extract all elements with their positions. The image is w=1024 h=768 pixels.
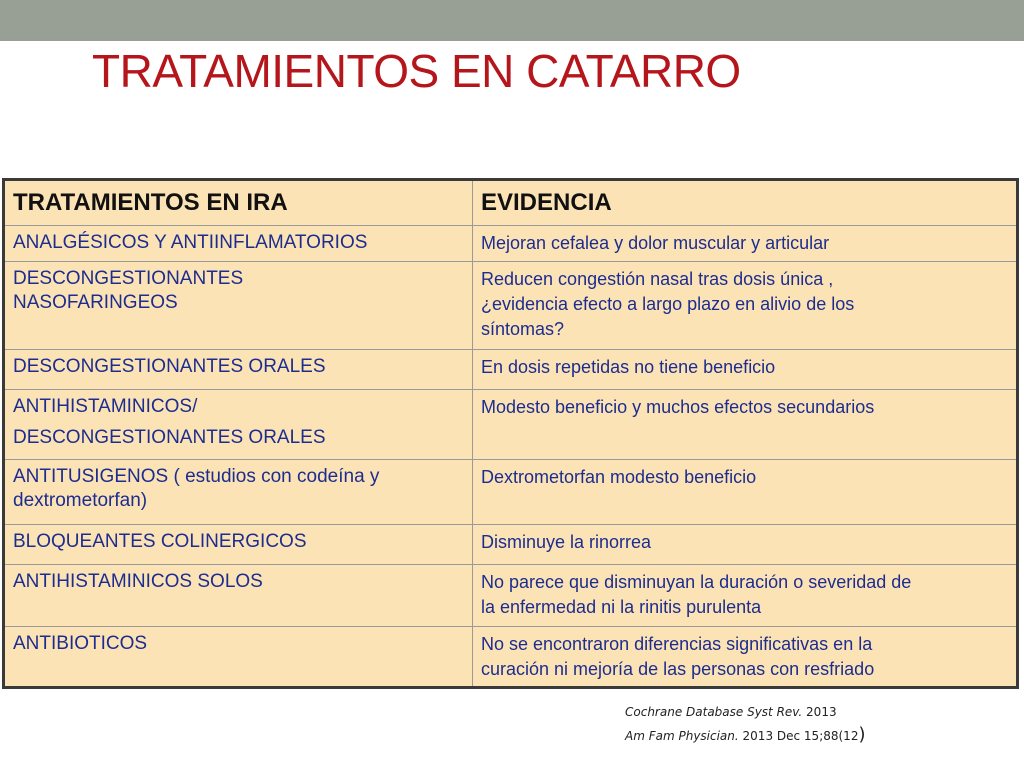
table-row: [4, 226, 1018, 262]
evidence-text: la enfermedad ni la rinitis purulenta: [481, 597, 762, 617]
citation-journal: Am Fam Physician.: [625, 729, 739, 743]
table-row: [4, 460, 1018, 525]
treatment-cell: [4, 525, 473, 565]
treatment-cell: [4, 460, 473, 525]
evidence-cell: [473, 627, 1018, 688]
evidence-text: curación ni mejoría de las personas con resfriado: [481, 659, 875, 679]
evidence-text: Modesto beneficio y muchos efectos secundarios: [481, 397, 875, 417]
citation-detail: 2013: [802, 705, 837, 719]
evidence-cell: [473, 565, 1018, 627]
treatment-text: DESCONGESTIONANTES ORALES: [13, 356, 326, 377]
evidence-text: En dosis repetidas no tiene beneficio: [481, 357, 776, 377]
citation-line: [625, 724, 866, 748]
evidence-cell: [473, 460, 1018, 525]
treatment-cell: [4, 262, 473, 350]
table-row: [4, 525, 1018, 565]
evidence-text: No se encontraron diferencias significativas en la: [481, 634, 873, 654]
table-row: [4, 627, 1018, 688]
table-row: [4, 350, 1018, 390]
treatment-text: ANTITUSIGENOS ( estudios con codeína y: [13, 466, 380, 487]
citation-suffix: ): [858, 724, 866, 745]
treatment-text: ANTIBIOTICOS: [13, 633, 148, 654]
treatment-text: ANALGÉSICOS Y ANTIINFLAMATORIOS: [13, 232, 368, 253]
treatment-text: BLOQUEANTES COLINERGICOS: [13, 531, 307, 552]
evidence-text: Disminuye la rinorrea: [481, 532, 652, 552]
treatment-text: dextrometorfan): [13, 490, 148, 511]
evidence-cell: [473, 525, 1018, 565]
treatment-text: DESCONGESTIONANTES ORALES: [13, 427, 326, 448]
header-treatments: TRATAMIENTOS EN IRA: [4, 180, 473, 226]
evidence-text: ¿evidencia efecto a largo plazo en alivio de los: [481, 294, 855, 314]
evidence-cell: [473, 390, 1018, 460]
top-band: [0, 0, 1024, 41]
table-row: [4, 390, 1018, 460]
citation-detail: 2013 Dec 15;88(12: [738, 729, 859, 743]
treatment-cell: [4, 565, 473, 627]
treatment-cell: [4, 350, 473, 390]
treatment-text: ANTIHISTAMINICOS/: [13, 396, 198, 417]
evidence-table: [2, 178, 1019, 689]
treatment-cell: [4, 627, 473, 688]
evidence-cell: [473, 262, 1018, 350]
slide-title: TRATAMIENTOS EN CATARRO: [92, 45, 741, 97]
treatment-text: DESCONGESTIONANTES: [13, 268, 244, 289]
evidence-text: Dextrometorfan modesto beneficio: [481, 467, 757, 487]
header-evidence: EVIDENCIA: [473, 180, 1018, 226]
treatment-cell: [4, 390, 473, 460]
citation-journal: Cochrane Database Syst Rev.: [625, 705, 803, 719]
table-row: [4, 262, 1018, 350]
evidence-text: Mejoran cefalea y dolor muscular y articular: [481, 233, 830, 253]
evidence-cell: [473, 226, 1018, 262]
evidence-text: No parece que disminuyan la duración o severidad de: [481, 572, 912, 592]
header-row: [4, 180, 1018, 226]
citation-line: [625, 700, 866, 724]
treatment-cell: [4, 226, 473, 262]
treatment-text: ANTIHISTAMINICOS SOLOS: [13, 571, 263, 592]
evidence-text: síntomas?: [481, 319, 565, 339]
evidence-cell: [473, 350, 1018, 390]
citations: [625, 700, 866, 748]
treatment-text: NASOFARINGEOS: [13, 292, 178, 313]
evidence-text: Reducen congestión nasal tras dosis única ,: [481, 269, 834, 289]
table-row: [4, 565, 1018, 627]
